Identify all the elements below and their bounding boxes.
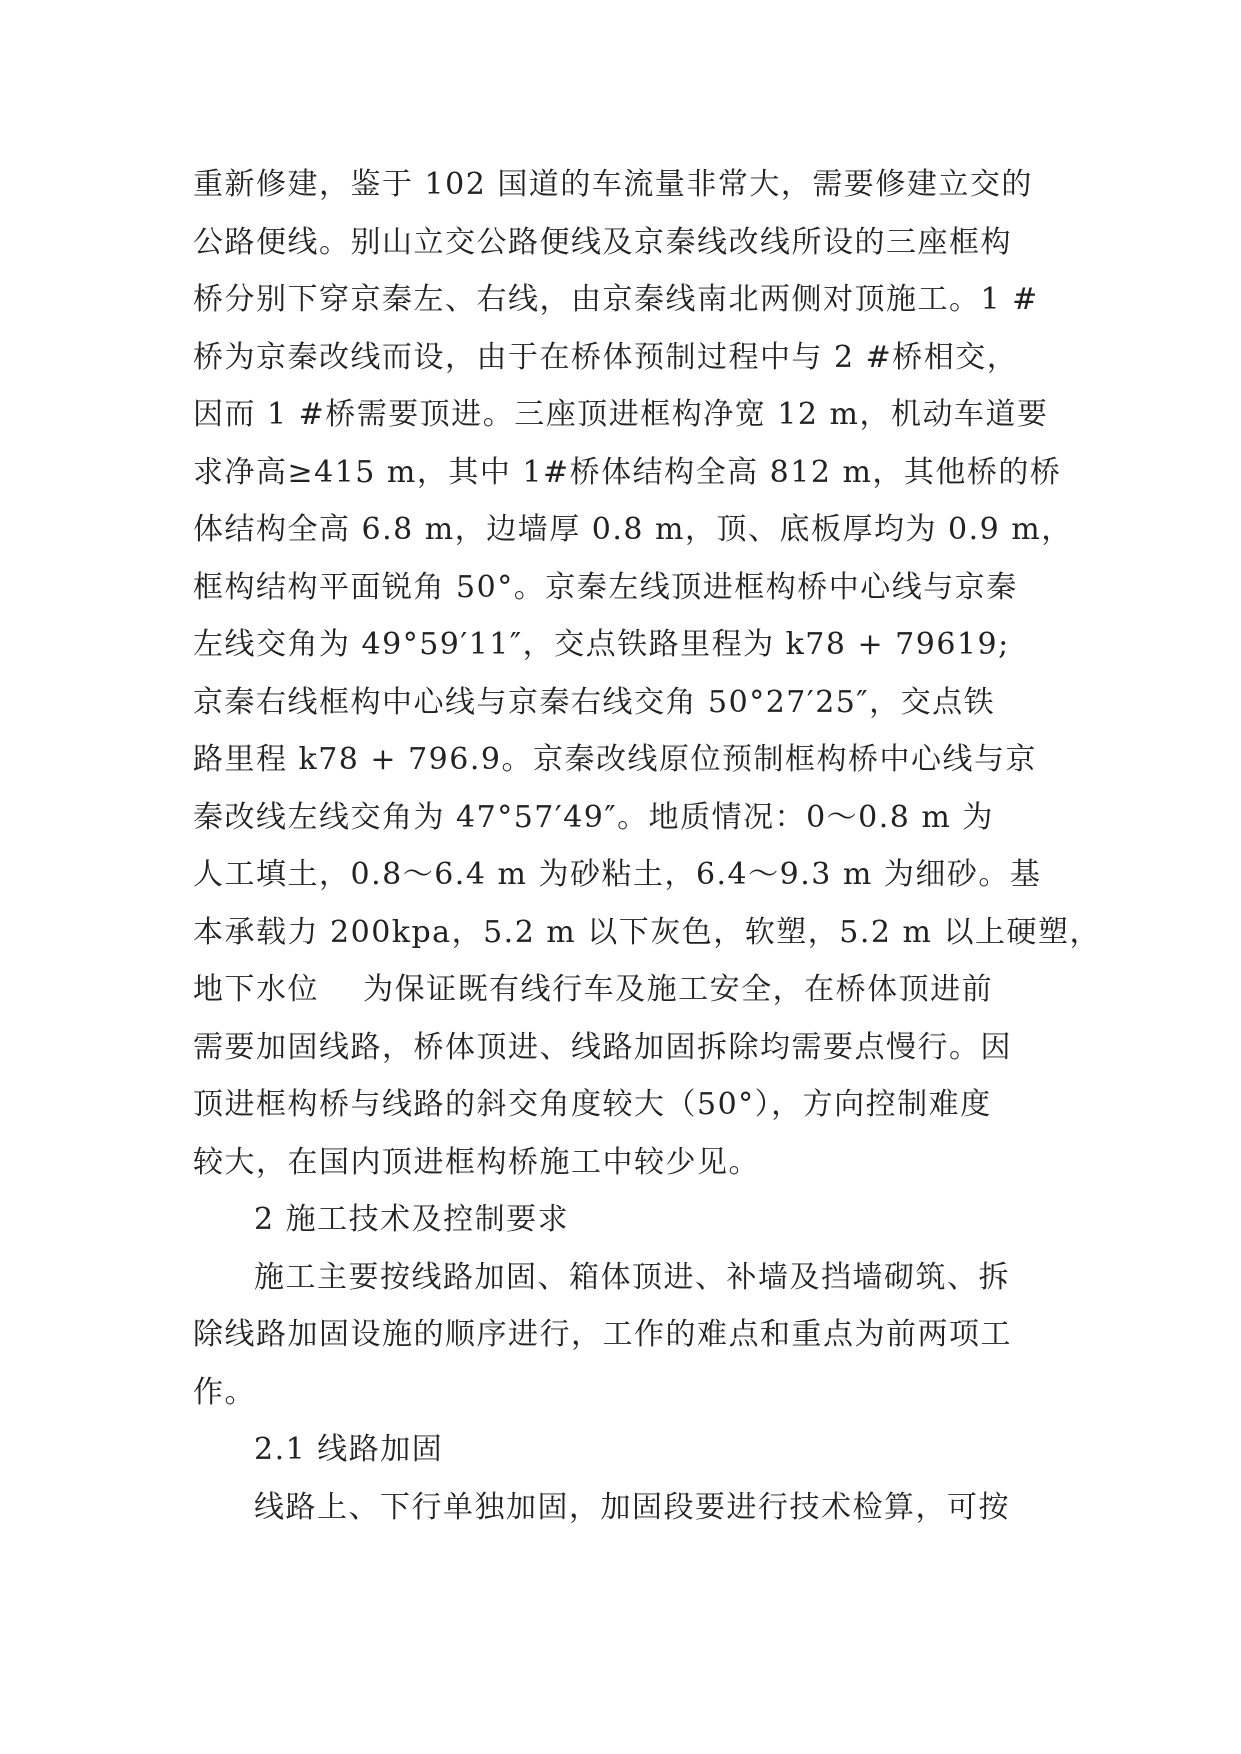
text-line: 秦改线左线交角为 47°57′49″。地质情况：0～0.8 m 为 — [193, 799, 994, 835]
text-line: 重新修建，鉴于 102 国道的车流量非常大，需要修建立交的 — [193, 167, 1033, 202]
text-line: 桥分别下穿京秦左、右线，由京秦线南北两侧对顶施工。1 # — [193, 282, 1039, 317]
text-line: 框构结构平面锐角 50°。京秦左线顶进框构桥中心线与京秦 — [193, 569, 1018, 605]
text-line: 体结构全高 6.8 m，边墙厚 0.8 m，顶、底板厚均为 0.9 m， — [193, 512, 1073, 547]
text-line: 左线交角为 49°59′11″，交点铁路里程为 k78 + 79619; — [193, 627, 1010, 662]
document-body — [193, 156, 1102, 1536]
section-heading: 2 施工技术及控制要求 — [254, 1202, 570, 1237]
text-line: 路里程 k78 + 796.9。京秦改线原位预制框构桥中心线与京 — [193, 742, 1037, 777]
text-line: 除线路加固设施的顺序进行，工作的难点和重点为前两项工 — [193, 1317, 1012, 1352]
text-line: 求净高≥415 m，其中 1#桥体结构全高 812 m，其他桥的桥 — [193, 454, 1062, 490]
paragraph — [193, 156, 1102, 1191]
text-line: 需要加固线路，桥体顶进、线路加固拆除均需要点慢行。因 — [193, 1029, 1012, 1065]
subsection-heading: 2.1 线路加固 — [254, 1432, 444, 1467]
text-line: 人工填土，0.8～6.4 m 为砂粘土，6.4～9.3 m 为细砂。基 — [193, 857, 1042, 892]
text-line: 作。 — [193, 1374, 256, 1410]
text-line: 公路便线。别山立交公路便线及京秦线改线所设的三座框构 — [193, 224, 1012, 260]
paragraph — [193, 1249, 1063, 1422]
text-line: 京秦右线框构中心线与京秦右线交角 50°27′25″，交点铁 — [193, 684, 996, 720]
text-line: 顶进框构桥与线路的斜交角度较大（50°），方向控制难度 — [193, 1087, 992, 1122]
text-line: 施工主要按线路加固、箱体顶进、补墙及挡墙砌筑、拆 — [254, 1259, 1010, 1295]
text-line: 桥为京秦改线而设，由于在桥体预制过程中与 2 #桥相交， — [193, 339, 1019, 375]
text-line: 线路上、下行单独加固，加固段要进行技术检算，可按 — [254, 1489, 1010, 1525]
paragraph — [193, 1479, 1063, 1537]
text-line: 因而 1 #桥需要顶进。三座顶进框构净宽 12 m，机动车道要 — [193, 397, 1049, 432]
text-line: 地下水位 为保证既有线行车及施工安全，在桥体顶进前 — [193, 972, 994, 1007]
text-line: 本承载力 200kpa，5.2 m 以下灰色，软塑，5.2 m 以上硬塑， — [193, 914, 1102, 950]
text-line: 较大，在国内顶进框构桥施工中较少见。 — [193, 1144, 760, 1180]
